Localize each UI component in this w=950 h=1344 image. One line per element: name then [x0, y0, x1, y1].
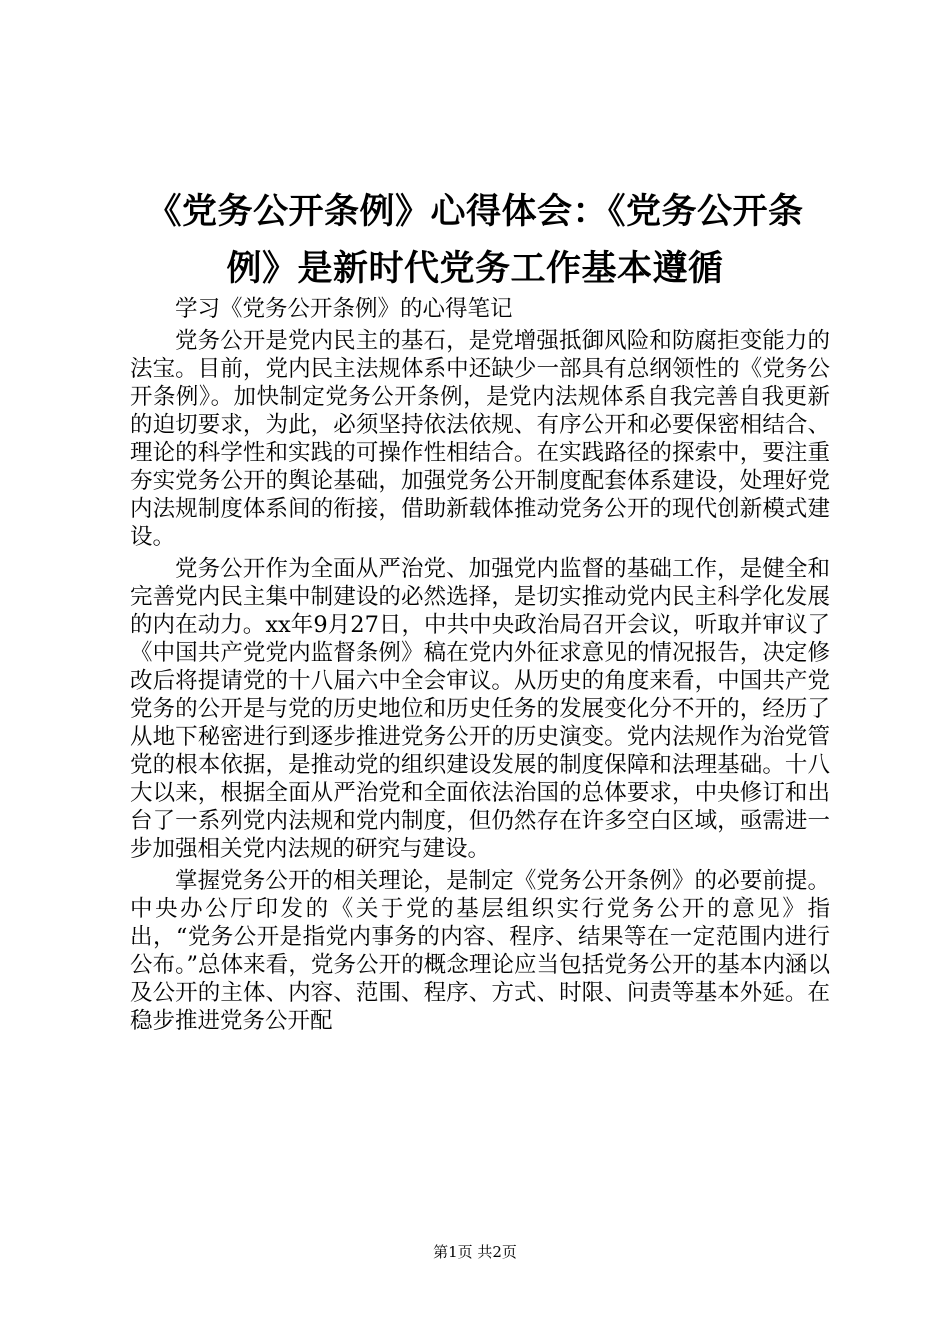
page-footer: 第1页 共2页 [433, 1243, 517, 1261]
document-subtitle: 学习《党务公开条例》的心得笔记 [175, 296, 513, 322]
paragraph-1: 党务公开是党内民主的基石，是党增强抵御风险和防腐拒变能力的法宝。目前，党内民主法规体系中还缺少一部具有总纲领性的《党务公开条例》。加快制定党务公开条例，是党内法规体系自我完善自我更新的迫切要求，为此，必须坚持依法依规、有序公开和必要保密相结合、理论的科学性和实践的可操作性相结合。在实践路径的探索中，要注重夯实党务公开的舆论基础，加强党务公开制度配套体系建设，处理好党内法规制度体系间的衔接，借助新载体推动党务公开的现代创新模式建设。 [130, 328, 830, 550]
paragraph-3: 掌握党务公开的相关理论，是制定《党务公开条例》的必要前提。中央办公厅印发的《关于党的基层组织实行党务公开的意见》指出，“党务公开是指党内事务的内容、程序、结果等在一定范围内进行公布。”总体来看，党务公开的概念理论应当包括党务公开的基本内涵以及公开的主体、内容、范围、程序、方式、时限、问责等基本外延。在稳步推进党务公开配 [130, 868, 830, 1034]
document-title: 《党务公开条例》心得体会：《党务公开条例》是新时代党务工作基本遵循 [146, 191, 804, 289]
paragraph-2: 党务公开作为全面从严治党、加强党内监督的基础工作，是健全和完善党内民主集中制建设的必然选择，是切实推动党内民主科学化发展的内在动力。xx年9月27日，中共中央政治局召开会议，听取并审议了《中国共产党党内监督条例》稿在党内外征求意见的情况报告，决定修改后将提请党的十八届六中全会审议。从历史的角度来看，中国共产党党务的公开是与党的历史地位和历史任务的发展变化分不开的，经历了从地下秘密进行到逐步推进党务公开的历史演变。党内法规作为治党管党的根本依据，是推动党的组织建设发展的制度保障和法理基础。十八大以来，根据全面从严治党和全面依法治国的总体要求，中央修订和出台了一系列党内法规和党内制度，但仍然存在许多空白区域，亟需进一步加强相关党内法规的研究与建设。 [130, 556, 830, 862]
document-body [130, 295, 830, 1035]
